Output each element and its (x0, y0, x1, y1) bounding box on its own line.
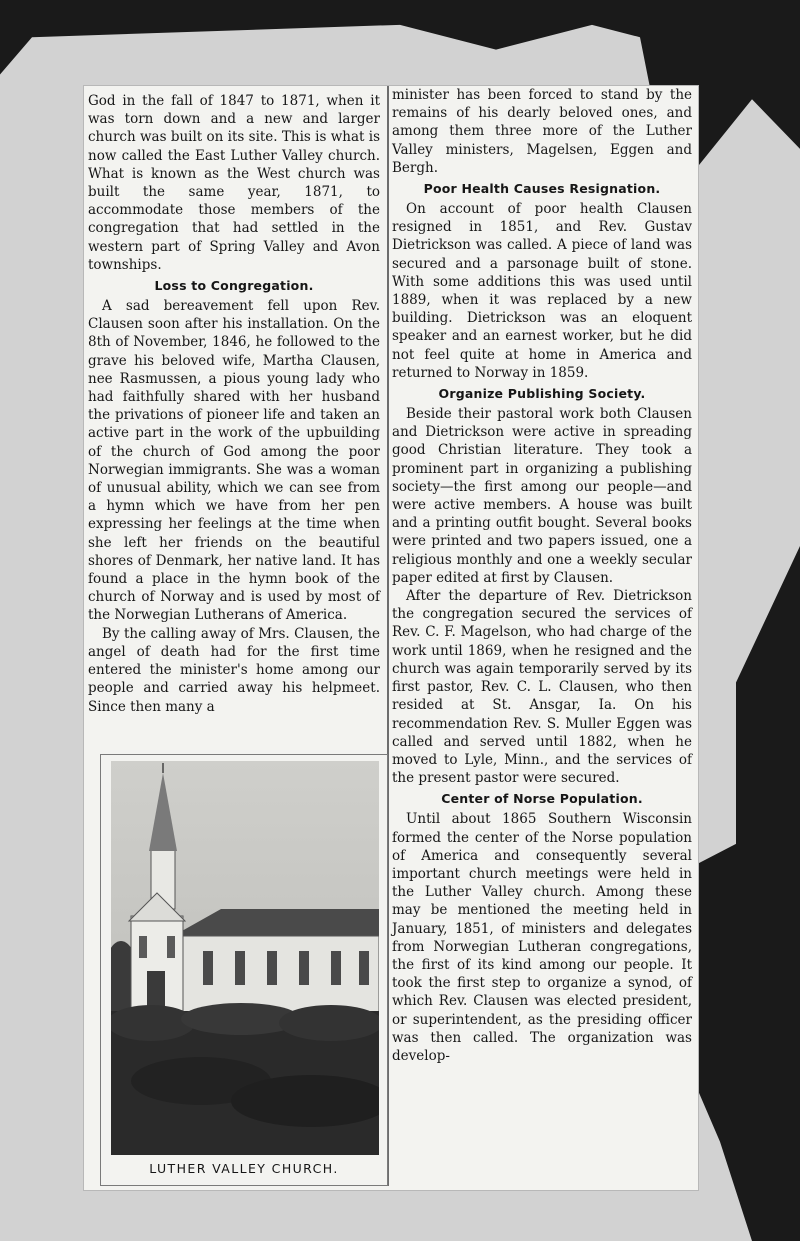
paragraph: Until about 1865 Southern Wisconsin formed the center of the Norse population of America and consequently several important church meetings were held in the Luther Valley church. Among these may be mentioned the meeting held in January, 1851, of ministers and delegates from Norwegian Lutheran congregations, the first of its kind among our people. It took the first step to organize a synod, of which Rev. Clausen was elected president, or superintendent, as the presiding officer was then called. The organization was develop- (392, 811, 692, 1064)
church-photo-frame (100, 754, 388, 1186)
left-column (88, 92, 380, 716)
church-photo (111, 761, 379, 1155)
section-heading-poor-health: Poor Health Causes Resignation. (423, 181, 661, 197)
paragraph: Beside their pastoral work both Clausen and Dietrickson were active in spreading good Christian literature. They took a prominent part in organizing a publishing society—the first among our people—and were active members. A house was built and a printing outfit bought. Several books were printed and two papers issued, one a religious monthly and one a weekly secular paper edited at first by Clausen. (392, 406, 692, 586)
paragraph: By the calling away of Mrs. Clausen, the angel of death had for the first time entered the minister's home among our people and carried away his helpmeet. Since then many a (88, 625, 380, 715)
section-heading-publishing-society: Organize Publishing Society. (438, 386, 646, 402)
paragraph: After the departure of Rev. Dietrickson the congregation secured the services of Rev. C. F. Magelson, who had charge of the work until 1869, when he resigned and the church was again temporarily served by its first pastor, Rev. C. L. Clausen, who then resided at St. Ansgar, Ia. On his recommendation Rev. S. Muller Eggen was called and served until 1882, when he moved to Lyle, Minn., and the services of the present pastor were secured. (392, 588, 692, 787)
paragraph: minister has been forced to stand by the remains of his dearly beloved ones, and among them three more of the Luther Valley ministers, Magelsen, Eggen and Bergh. (392, 87, 692, 176)
right-column (392, 86, 692, 1065)
section-heading-loss-to-congregation: Loss to Congregation. (154, 278, 314, 294)
paragraph: A sad bereavement fell upon Rev. Clausen soon after his installation. On the 8th of November, 1846, he followed to the grave his beloved wife, Martha Clausen, nee Rasmussen, a pious young lady who had faithfully shared with her husband the privations of pioneer life and taken an active part in the work of the upbuilding of the church of God among the poor Norwegian immigrants. She was a woman of unusual ability, which we can see from a hymn which we have from her pen expressing her feelings at the time when she left her friends on the beautiful shores of Denmark, her native land. It has found a place in the hymn book of the church of Norway and is used by most of the Norwegian Lutherans of America. (88, 298, 380, 624)
foreground-shrubs (111, 1003, 379, 1155)
paragraph: God in the fall of 1847 to 1871, when it was torn down and a new and larger church was built on its site. This is what is now called the East Luther Valley church. What is known as the West church was built the same year, 1871, to accommodate those members of the congregation that had settled in the western part of Spring Valley and Avon townships. (88, 93, 380, 273)
section-heading-norse-population: Center of Norse Population. (441, 791, 643, 807)
photo-caption: LUTHER VALLEY CHURCH. (149, 1161, 339, 1176)
paragraph: On account of poor health Clausen resigned in 1851, and Rev. Gustav Dietrickson was called. A piece of land was secured and a parsonage built of stone. With some additions this was used until 1889, when it was replaced by a new building. Dietrickson was an eloquent speaker and an earnest worker, but he did not feel quite at home in America and returned to Norway in 1859. (392, 201, 692, 381)
